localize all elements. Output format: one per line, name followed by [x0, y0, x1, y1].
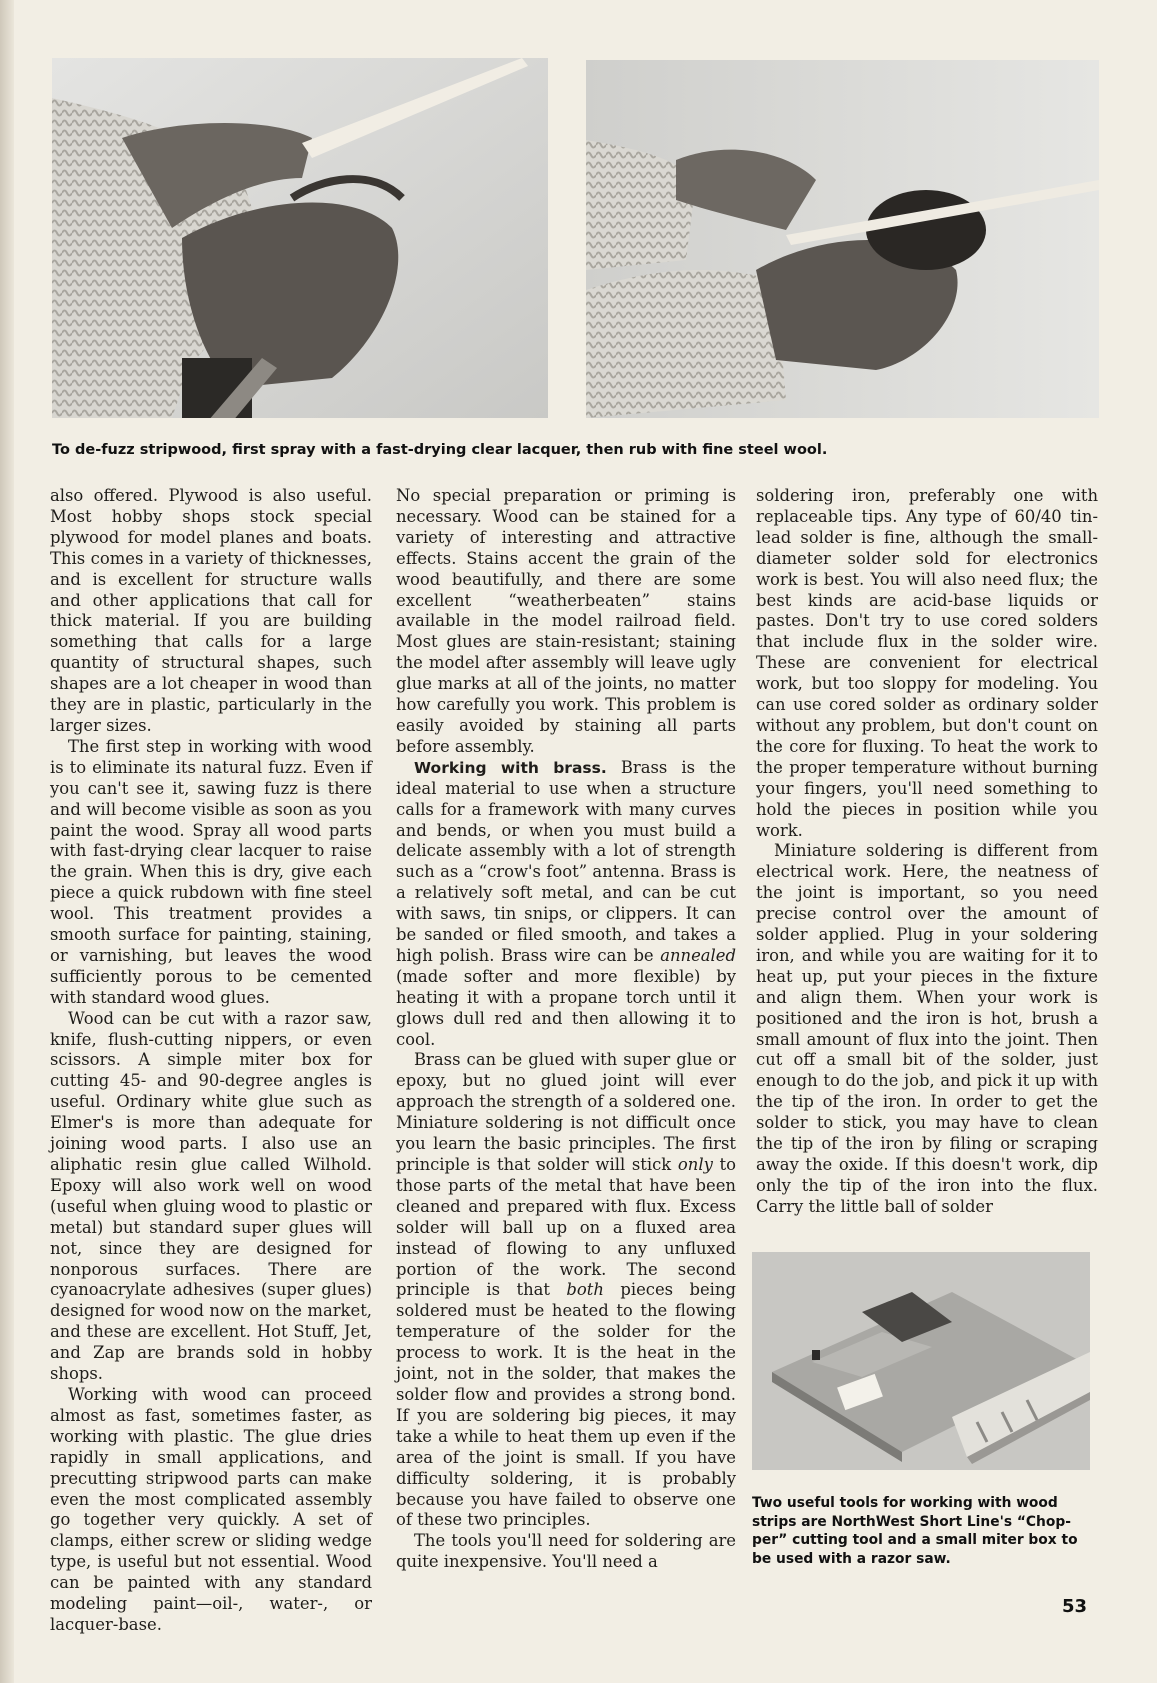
- paragraph: soldering iron, preferably one with replaceable tips. Any type of 60/40 tin-lead solder is fine, although the small-diameter solder sold for electronics work is best. You will also need flux; the best kinds are acid-base liquids or pastes. Don't try to use cored solders that include flux in the solder wire. These are convenient for electrical work, but too sloppy for modeling. You can use cored solder as ordinary solder without any problem, but don't count on the core for fluxing. To heat the work to the proper temperature without burning your fingers, you'll need something to hold the pieces in position while you work.: [756, 486, 1098, 840]
- paragraph: No special preparation or priming is necessary. Wood can be stained for a variety of interesting and attractive effects. Stains accent the grain of the wood beautifully, and there are some excellent “weatherbeaten” stains available in the model railroad field. Most glues are stain-resistant; staining the model after assembly will leave ugly glue marks at all of the joints, no matter how carefully you work. This problem is easily avoided by staining all parts before assembly.: [396, 486, 736, 756]
- photo-caption-top: To de-fuzz stripwood, first spray with a fast-drying clear lacquer, then rub with fine steel wool.: [52, 442, 828, 458]
- paragraph: Working with wood can proceed almost as fast, sometimes faster, as working with plastic. The glue dries rapidly in small applications, and precutting stripwood parts can make even the most complicated assembly go together very quickly. A set of clamps, either screw or sliding wedge type, is useful but not essential. Wood can be painted with any standard modeling paint—oil-, water-, or lacquer-base.: [50, 1384, 372, 1634]
- section-runin-heading: Working with brass.: [414, 758, 607, 777]
- page-number: 53: [1062, 1596, 1088, 1617]
- paragraph-working-with-brass: Working with brass. Brass is the ideal material to use when a structure calls for a framework with many curves and bends, or when you must build a delicate assembly with a lot of strength such as a “crow's foot” antenna. Brass is a relatively soft metal, and can be cut with saws, tin snips, or clippers. It can be sanded or filed smooth, and takes a high polish. Brass wire can be annealed (made softer and more flexible) by heating it with a propane torch until it glows dull red and then allowing it to cool.: [396, 757, 737, 1049]
- paragraph: The first step in working with wood is to eliminate its natural fuzz. Even if you can't see it, sawing fuzz is there and will become visible as soon as you paint the wood. Spray all wood parts with fast-drying clear lacquer to raise the grain. When this is dry, give each piece a quick rubdown with fine steel wool. This treatment provides a smooth surface for painting, staining, or varnishing, but leaves the wood sufficiently porous to be cemented with standard wood glues.: [50, 736, 372, 1007]
- paragraph: Brass can be glued with super glue or epoxy, but no glued joint will ever approach the strength of a soldered one. Miniature soldering is not difficult once you learn the basic principles. The first principle is that solder will stick only to those parts of the metal that have been cleaned and prepared with flux. Excess solder will ball up on a fluxed area instead of flowing to any unfluxed portion of the work. The second principle is that both pieces being soldered must be heated to the flowing temperature of the solder for the process to work. It is the heat in the joint, not in the solder, that makes the solder flow and provides a strong bond. If you are soldering big pieces, it may take a while to heat them up even if the area of the joint is small. If you have difficulty soldering, it is probably because you have failed to observe one of these two principles.: [396, 1050, 736, 1530]
- photo-chopper-and-miter-box: [752, 1252, 1090, 1470]
- text-column-3: [756, 486, 1098, 1218]
- paragraph: Wood can be cut with a razor saw, knife, flush-cutting nippers, or even scissors. A simple miter box for cutting 45- and 90-degree angles is useful. Ordinary white glue such as Elmer's is more than adequate for joining wood parts. I also use an aliphatic resin glue called Wilhold. Epoxy will also work well on wood (useful when gluing wood to plastic or metal) but standard super glues will not, since they are designed for nonporous surfaces. There are cyanoacrylate adhesives (super glues) designed for wood now on the market, and these are excellent. Hot Stuff, Jet, and Zap are brands sold in hobby shops.: [50, 1008, 372, 1384]
- text-column-2: [396, 486, 736, 1573]
- page-binding-edge: [0, 0, 14, 1683]
- paragraph: Miniature soldering is different from electrical work. Here, the neatness of the joint is important, so you need precise control over the amount of solder applied. Plug in your soldering iron, and while you are waiting for it to heat up, put your pieces in the fixture and align them. When your work is positioned and the iron is hot, brush a small amount of flux into the joint. Then cut off a small bit of the solder, just enough to do the job, and pick it up with the tip of the iron. In order to get the solder to stick, you may have to clean the tip of the iron by filing or scraping away the oxide. If this doesn't work, dip only the tip of the iron into the flux. Carry the little ball of solder: [756, 841, 1098, 1216]
- text-column-1: [50, 486, 372, 1636]
- photo-steel-wool-rubdown: [586, 60, 1099, 418]
- photo-spraying-stripwood: [52, 58, 548, 418]
- paragraph: also offered. Plywood is also useful. Most hobby shops stock special plywood for model planes and boats. This comes in a variety of thicknesses, and is excellent for structure walls and other applications that call for thick material. If you are building something that calls for a large quantity of structural shapes, such shapes are a lot cheaper in wood than they are in plastic, particularly in the larger sizes.: [50, 486, 372, 735]
- paragraph: The tools you'll need for soldering are quite inexpensive. You'll need a: [396, 1531, 736, 1572]
- photo-caption-tools: Two useful tools for working with wood strips are NorthWest Short Line's “Chop-per” cutting tool and a small miter box to be used with a razor saw.: [752, 1495, 1078, 1567]
